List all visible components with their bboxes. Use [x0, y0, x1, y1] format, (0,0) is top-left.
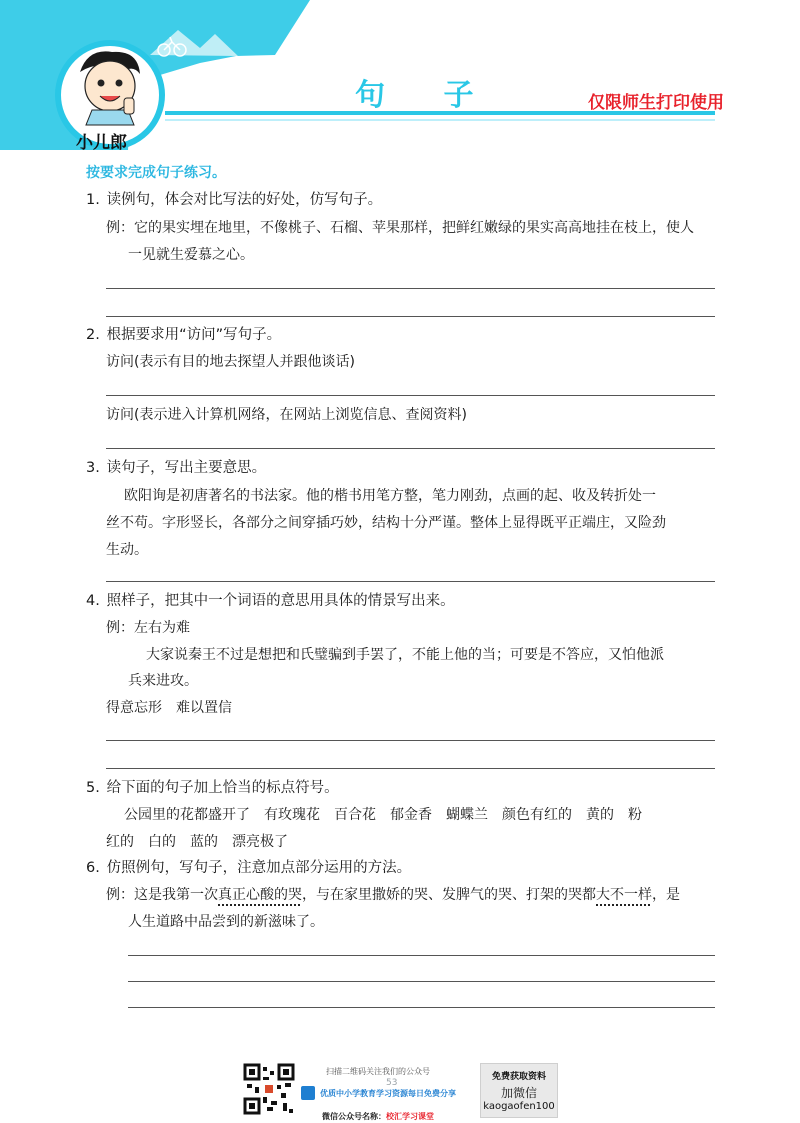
question-prompt: 照样子，把其中一个词语的意思用具体的情景写出来。 [106, 593, 455, 609]
q3-passage-line-3: 生动。 [106, 542, 148, 558]
answer-line[interactable] [106, 740, 715, 741]
answer-line[interactable] [128, 981, 715, 982]
question-number: 4. [86, 593, 100, 609]
q4-example-label: 例：左右为难 [106, 620, 190, 636]
question-2 [86, 325, 281, 345]
q6-example-text: ，是 [652, 887, 680, 903]
answer-line[interactable] [106, 395, 715, 396]
footer-scan-text: 扫描二维码关注我们的公众号 [326, 1067, 430, 1076]
question-1 [86, 190, 382, 210]
footer-box-sub: 加微信 [500, 1086, 537, 1100]
q4-example-line-2: 兵来进攻。 [128, 673, 198, 689]
q6-example-text: ，与在家里撒娇的哭、发脾气的哭、打架的哭都 [302, 887, 596, 903]
page-title: 句 子 [355, 78, 498, 113]
footer-info-box [480, 1063, 558, 1118]
question-number: 1. [86, 192, 100, 208]
q4-words: 得意忘形 难以置信 [106, 700, 232, 716]
question-prompt: 读句子，写出主要意思。 [106, 460, 267, 476]
question-4 [86, 591, 455, 611]
question-prompt: 根据要求用“访问”写句子。 [106, 327, 282, 343]
q2-sub-1: 访问(表示有目的地去探望人并跟他谈话) [106, 354, 355, 370]
footer-box-id: kaogaofen100 [483, 1101, 555, 1112]
q3-passage-line-1: 欧阳询是初唐著名的书法家。他的楷书用笔方整，笔力刚劲，点画的起、收及转折处一 [124, 488, 656, 504]
q5-line-1: 公园里的花都盛开了 有玫瑰花 百合花 郁金香 蝴蝶兰 颜色有红的 黄的 粉 [124, 807, 642, 823]
question-number: 5. [86, 780, 100, 796]
answer-line[interactable] [128, 955, 715, 956]
footer-box-title: 免费获取资料 [491, 1072, 546, 1082]
answer-line[interactable] [106, 581, 715, 582]
qr-code-icon[interactable] [243, 1063, 295, 1115]
footer-account-name: 校汇学习课堂 [386, 1112, 434, 1121]
q6-example-text: 例：这是我第一次 [106, 887, 218, 903]
question-6 [86, 858, 411, 878]
question-prompt: 给下面的句子加上恰当的标点符号。 [106, 780, 339, 796]
q6-example-line-1 [106, 885, 680, 905]
q3-passage-line-2: 丝不苟。字形竖长，各部分之间穿插巧妙，结构十分严谨。整体上显得既平正端庄，又险劲 [106, 515, 666, 531]
answer-line[interactable] [106, 768, 715, 769]
question-number: 2. [86, 327, 100, 343]
page-number: 53 [386, 1078, 398, 1088]
footer-account-label: 微信公众号名称： [322, 1112, 386, 1121]
brand-logo-icon [301, 1086, 315, 1100]
question-prompt: 仿照例句，写句子，注意加点部分运用的方法。 [106, 860, 412, 876]
footer-account [322, 1104, 434, 1123]
question-number: 3. [86, 460, 100, 476]
question-3 [86, 458, 266, 478]
q1-example-line-2: 一见就生爱慕之心。 [128, 247, 254, 263]
section-instruction: 按要求完成句子练习。 [86, 165, 226, 181]
q6-example-line-2: 人生道路中品尝到的新滋味了。 [128, 914, 324, 930]
q6-emphasized-text: 大不一样 [596, 887, 652, 903]
answer-line[interactable] [106, 316, 715, 317]
question-prompt: 读例句，体会对比写法的好处，仿写句子。 [106, 192, 383, 208]
q2-sub-2: 访问(表示进入计算机网络，在网站上浏览信息、查阅资料) [106, 407, 467, 423]
q4-example-line-1: 大家说秦王不过是想把和氏璧骗到手罢了，不能上他的当；可要是不答应，又怕他派 [146, 647, 664, 663]
question-5 [86, 778, 339, 798]
mascot-label: 小儿郎 [76, 133, 127, 153]
restriction-label: 仅限师生打印使用 [588, 93, 724, 113]
q6-emphasized-text: 真正心酸的哭 [218, 887, 302, 903]
answer-line[interactable] [106, 288, 715, 289]
answer-line[interactable] [106, 448, 715, 449]
footer-share-text: 优质中小学教育学习资源每日免费分享 [320, 1089, 456, 1098]
q1-example-line-1: 例：它的果实埋在地里，不像桃子、石榴、苹果那样，把鲜红嫩绿的果实高高地挂在枝上，使人 [106, 220, 694, 236]
question-number: 6. [86, 860, 100, 876]
answer-line[interactable] [128, 1007, 715, 1008]
q5-line-2: 红的 白的 蓝的 漂亮极了 [106, 834, 288, 850]
